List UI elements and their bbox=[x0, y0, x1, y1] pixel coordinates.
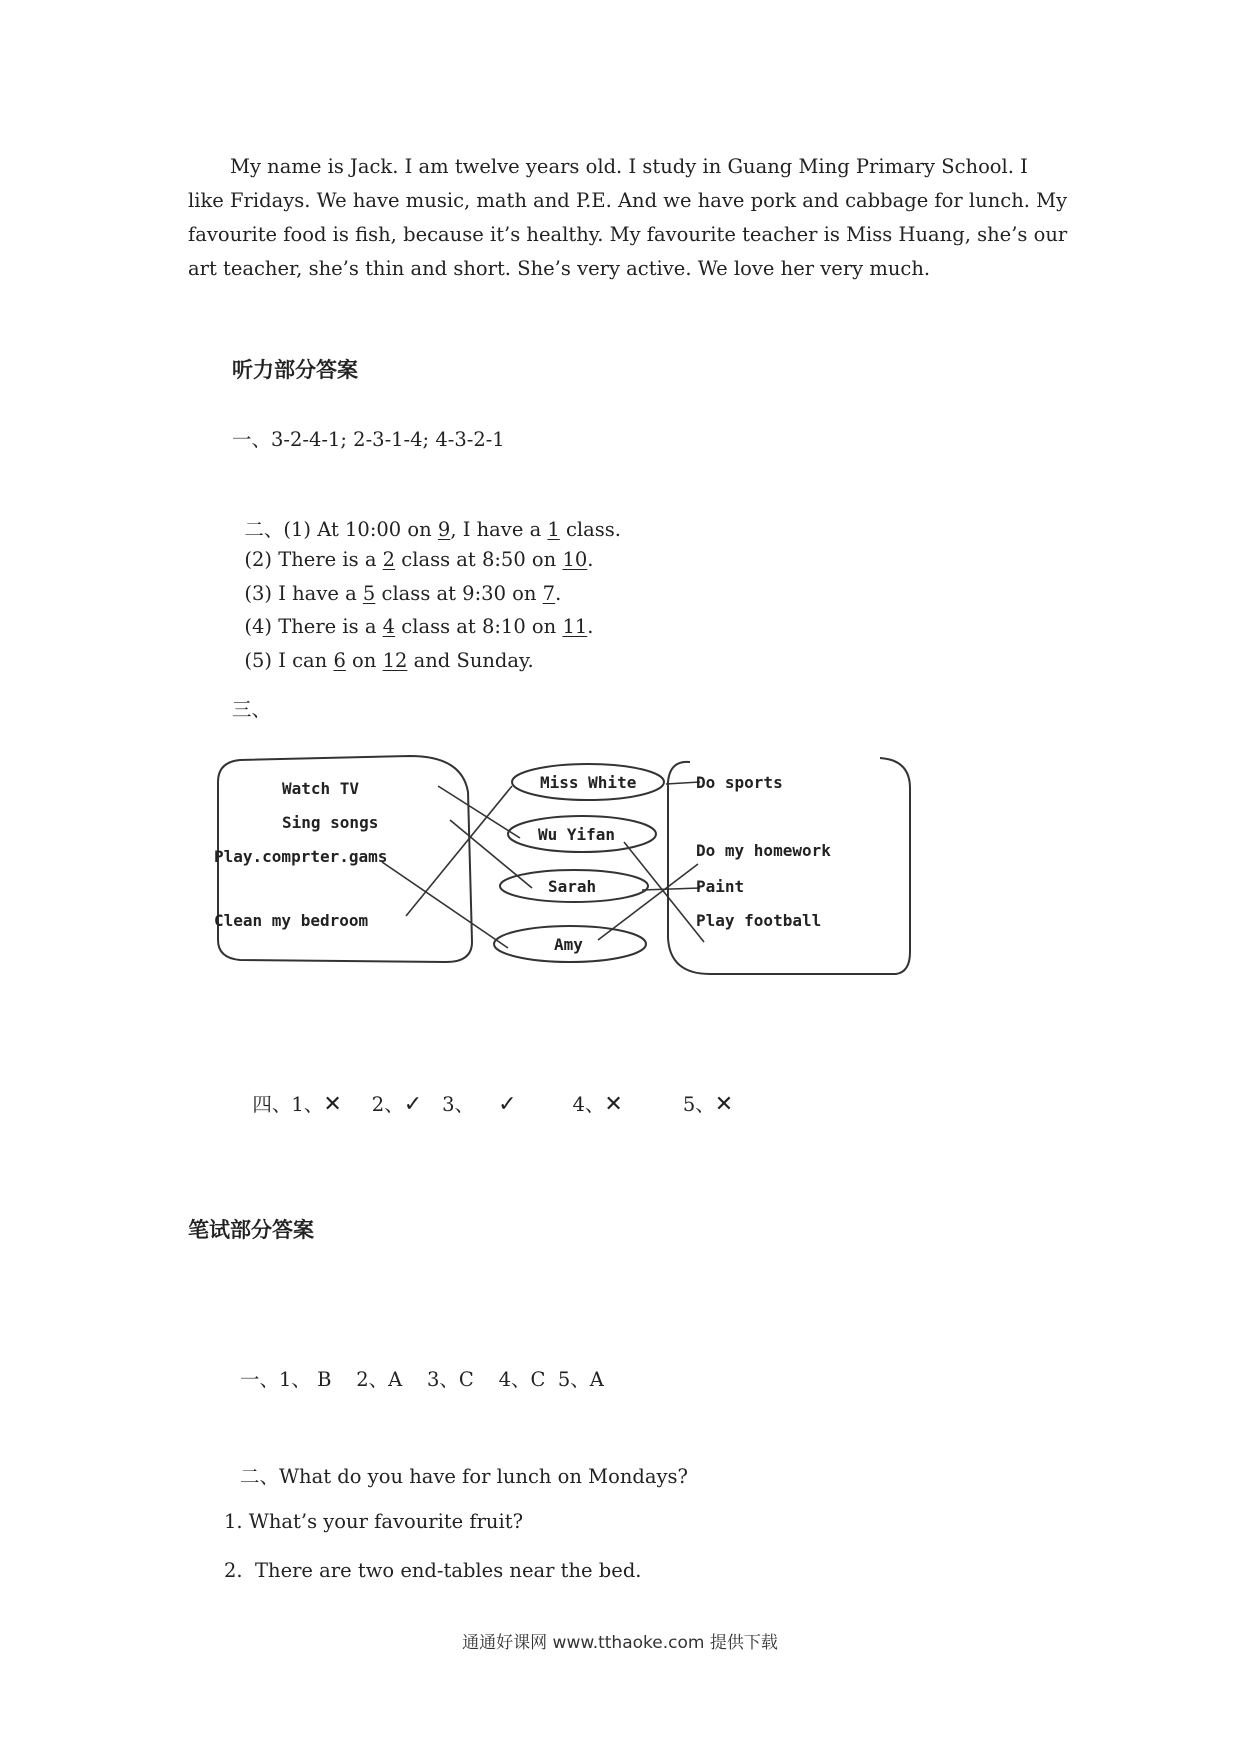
listening-part2-line5 bbox=[232, 626, 534, 672]
part4-item-num: 1、 bbox=[291, 1093, 324, 1116]
line-amy-do-homework bbox=[598, 864, 698, 940]
reading-passage bbox=[188, 150, 1068, 286]
blank-answer: 11 bbox=[562, 615, 588, 638]
part4-item-num: 2、 bbox=[371, 1093, 404, 1116]
line-watch-tv-wu-yifan bbox=[438, 786, 520, 838]
page-footer: 通通好课网 www.tthaoke.com 提供下载 bbox=[462, 1633, 778, 1653]
text: class at 9:30 on bbox=[375, 582, 543, 605]
blank-answer: 5 bbox=[362, 582, 376, 605]
left-item-1: Watch TV bbox=[282, 779, 360, 798]
written-part2-line2: 1. What’s your favourite fruit? bbox=[224, 1510, 524, 1533]
blank-answer: 9 bbox=[437, 518, 451, 541]
text: (2) There is a bbox=[244, 548, 383, 571]
matching-diagram bbox=[210, 752, 930, 992]
right-item-4: Play football bbox=[696, 911, 822, 930]
cross-mark-icon: ✕ bbox=[604, 1092, 623, 1117]
middle-item-2: Wu Yifan bbox=[538, 825, 616, 844]
blank-answer: 6 bbox=[333, 649, 346, 672]
blank-answer: 4 bbox=[382, 615, 396, 638]
listening-part1-answer: 一、3-2-4-1; 2-3-1-4; 4-3-2-1 bbox=[232, 428, 505, 451]
blank-answer: 12 bbox=[382, 649, 408, 672]
line-clean-bedroom-miss-white bbox=[406, 786, 512, 916]
cross-mark-icon: ✕ bbox=[323, 1092, 342, 1117]
text: on bbox=[345, 649, 383, 672]
blank-answer: 10 bbox=[562, 548, 588, 571]
line-sing-songs-sarah bbox=[450, 820, 532, 888]
left-item-2: Sing songs bbox=[282, 813, 379, 832]
text: class. bbox=[559, 518, 622, 541]
text: and Sunday. bbox=[407, 649, 534, 672]
listening-part4-answers bbox=[240, 1066, 733, 1117]
part4-item-num: 4、 bbox=[572, 1093, 605, 1116]
text: (4) There is a bbox=[244, 615, 383, 638]
check-mark-icon: ✓ bbox=[403, 1092, 423, 1117]
blank-answer: 1 bbox=[547, 518, 560, 541]
left-item-3: Play.comprter.gams bbox=[214, 847, 388, 866]
text: 二、(1) At 10:00 on bbox=[244, 518, 438, 541]
line-miss-white-do-sports bbox=[666, 782, 700, 784]
text: class at 8:50 on bbox=[395, 548, 563, 571]
left-item-4: Clean my bedroom bbox=[214, 911, 369, 930]
middle-item-1: Miss White bbox=[540, 773, 637, 792]
right-item-3: Paint bbox=[696, 877, 745, 896]
part4-item-num: 5、 bbox=[682, 1093, 715, 1116]
right-item-2: Do my homework bbox=[696, 841, 831, 860]
right-item-1: Do sports bbox=[696, 773, 783, 792]
part4-item-num: 3、 bbox=[442, 1093, 475, 1116]
text: . bbox=[587, 548, 594, 571]
written-answers-heading: 笔试部分答案 bbox=[188, 1218, 314, 1242]
matching-lines bbox=[382, 782, 704, 948]
passage-text: My name is Jack. I am twelve years old. I study in Guang Ming Primary School. I like Fridays. We have music, math and P.E. And we have pork and cabbage for lunch. My favourite food is fish, because it’s healthy. My favourite teacher is Miss Huang, she’s our art teacher, she’s thin and short. She’s very active. We love her very much. bbox=[188, 155, 1068, 280]
written-part1-answers: 一、1、 B 2、A 3、C 4、C 5、A bbox=[240, 1368, 604, 1391]
blank-answer: 7 bbox=[542, 582, 556, 605]
listening-part3-label: 三、 bbox=[232, 698, 272, 721]
line-play-computer-amy bbox=[382, 862, 508, 948]
listening-answers-heading: 听力部分答案 bbox=[232, 358, 358, 382]
written-part2-line1: 二、What do you have for lunch on Mondays? bbox=[240, 1465, 688, 1488]
text: (5) I can bbox=[244, 649, 334, 672]
line-wu-yifan-play-football bbox=[624, 842, 704, 942]
check-mark-icon: ✓ bbox=[498, 1092, 517, 1117]
part4-label: 四、 bbox=[252, 1093, 292, 1116]
text: , I have a bbox=[450, 518, 548, 541]
middle-item-4: Amy bbox=[554, 935, 583, 954]
blank-answer: 2 bbox=[382, 548, 396, 571]
text: (3) I have a bbox=[244, 582, 363, 605]
text: . bbox=[587, 615, 594, 638]
line-sarah-paint bbox=[642, 888, 700, 890]
cross-mark-icon: ✕ bbox=[714, 1092, 734, 1117]
middle-item-3: Sarah bbox=[548, 877, 597, 896]
text: class at 8:10 on bbox=[395, 615, 563, 638]
text: . bbox=[555, 582, 562, 605]
written-part2-line3: 2. There are two end-tables near the bed. bbox=[224, 1559, 642, 1582]
